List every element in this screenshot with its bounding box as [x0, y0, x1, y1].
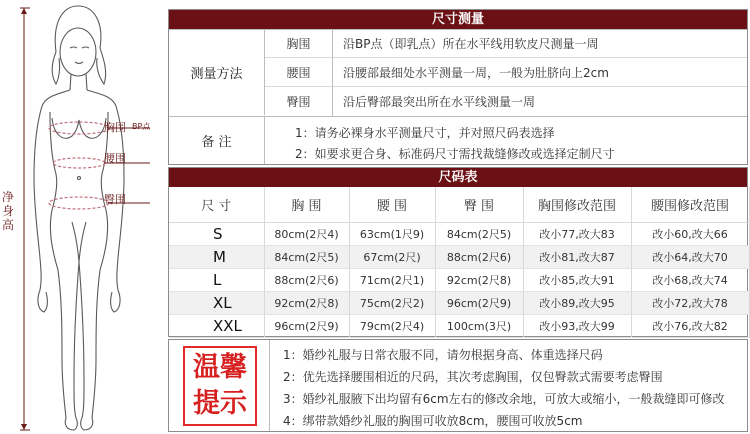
- size-cell: S: [169, 222, 264, 245]
- method-row-name: 胸围: [265, 30, 333, 58]
- method-row-name: 腰围: [265, 58, 333, 87]
- bust-range-cell: 改小77,改大83: [523, 222, 631, 245]
- tips-panel: [168, 339, 748, 432]
- bust-cell: 92cm(2尺8): [264, 291, 349, 314]
- waist-cell: 71cm(2尺1): [349, 268, 435, 291]
- table-row: [169, 268, 749, 291]
- remark-label: 备 注: [169, 117, 265, 164]
- measurement-panel: [168, 9, 748, 165]
- waist-range-cell: 改小64,改大70: [631, 245, 749, 268]
- column-header: 尺 寸: [169, 187, 264, 222]
- hip-cell: 88cm(2尺6): [435, 245, 523, 268]
- waist-range-cell: 改小68,改大74: [631, 268, 749, 291]
- waist-cell: 63cm(1尺9): [349, 222, 435, 245]
- bust-range-cell: 改小85,改大91: [523, 268, 631, 291]
- waist-range-cell: 改小76,改大82: [631, 314, 749, 337]
- waist-range-cell: 改小72,改大78: [631, 291, 749, 314]
- hip-cell: 92cm(2尺8): [435, 268, 523, 291]
- hip-cell: 84cm(2尺5): [435, 222, 523, 245]
- method-row-desc: 沿后臀部最突出所在水平线测量一周: [343, 95, 536, 109]
- body-figure: [0, 0, 168, 434]
- measurement-title: 尺寸测量: [169, 10, 747, 29]
- tip-line: 2：优先选择腰围相近的尺码，其次考虑胸围，仅包臀款式需要考虑臀围: [283, 370, 663, 384]
- waist-cell: 67cm(2尺): [349, 245, 435, 268]
- size-chart-panel: [168, 167, 748, 337]
- table-row: [169, 291, 749, 314]
- method-row-desc: 沿腰部最细处水平测量一周，一般为肚脐向上2cm: [333, 58, 747, 87]
- bust-cell: 84cm(2尺5): [264, 245, 349, 268]
- tip-line: 3：婚纱礼服腋下出均留有6cm左右的修改余地，可放大或缩小，一般裁缝即可修改: [283, 392, 725, 406]
- size-table: [169, 187, 750, 338]
- hip-cell: 100cm(3尺): [435, 314, 523, 337]
- column-header: 腰 围: [349, 187, 435, 222]
- column-header: 腰围修改范围: [631, 187, 749, 222]
- remark-line: 2：如要求更合身、标准码尺寸需找裁缝修改或选择定制尺寸: [295, 147, 615, 161]
- female-silhouette-illustration: [0, 0, 168, 434]
- hip-label: 臀围: [104, 193, 126, 206]
- size-cell: XL: [169, 291, 264, 314]
- waist-label: 腰围: [104, 152, 126, 165]
- bust-range-cell: 改小81,改大87: [523, 245, 631, 268]
- column-header: 臀 围: [435, 187, 523, 222]
- table-row: [169, 245, 749, 268]
- size-cell: L: [169, 268, 264, 291]
- waist-range-cell: 改小60,改大66: [631, 222, 749, 245]
- height-label: 净身高: [2, 190, 15, 232]
- warm-tips-stamp: [183, 346, 257, 426]
- tip-line: 1：婚纱礼服与日常衣服不同，请勿根据身高、体重选择尺码: [283, 348, 603, 362]
- size-cell: XXL: [169, 314, 264, 337]
- size-table-header: [169, 187, 749, 222]
- tip-line: 4：绑带款婚纱礼服的胸围可收放8cm，腰围可收放5cm: [283, 414, 583, 428]
- bust-cell: 96cm(2尺9): [264, 314, 349, 337]
- bust-range-cell: 改小89,改大95: [523, 291, 631, 314]
- method-section: [169, 29, 747, 115]
- method-row-name: 臀围: [265, 87, 333, 116]
- size-chart-title: 尺码表: [169, 168, 747, 187]
- tips-divider: [269, 340, 270, 431]
- table-row: [169, 222, 749, 245]
- column-header: 胸 围: [264, 187, 349, 222]
- remark-line: 1：请务必裸身水平测量尺寸，并对照尺码表选择: [295, 126, 555, 140]
- hip-cell: 96cm(2尺9): [435, 291, 523, 314]
- bp-point-label: BP点: [132, 122, 151, 131]
- method-label: 测量方法: [169, 30, 265, 115]
- size-cell: M: [169, 245, 264, 268]
- stamp-line: 提示: [193, 388, 247, 419]
- bust-cell: 88cm(2尺6): [264, 268, 349, 291]
- bust-label: 胸围: [104, 121, 126, 134]
- bust-range-cell: 改小93,改大99: [523, 314, 631, 337]
- method-row-desc: 沿BP点（即乳点）所在水平线用软皮尺测量一周: [333, 30, 747, 58]
- waist-cell: 75cm(2尺2): [349, 291, 435, 314]
- waist-cell: 79cm(2尺4): [349, 314, 435, 337]
- table-row: [169, 314, 749, 337]
- column-header: 胸围修改范围: [523, 187, 631, 222]
- bust-cell: 80cm(2尺4): [264, 222, 349, 245]
- remark-section: [169, 116, 747, 164]
- stamp-line: 温馨: [193, 352, 247, 383]
